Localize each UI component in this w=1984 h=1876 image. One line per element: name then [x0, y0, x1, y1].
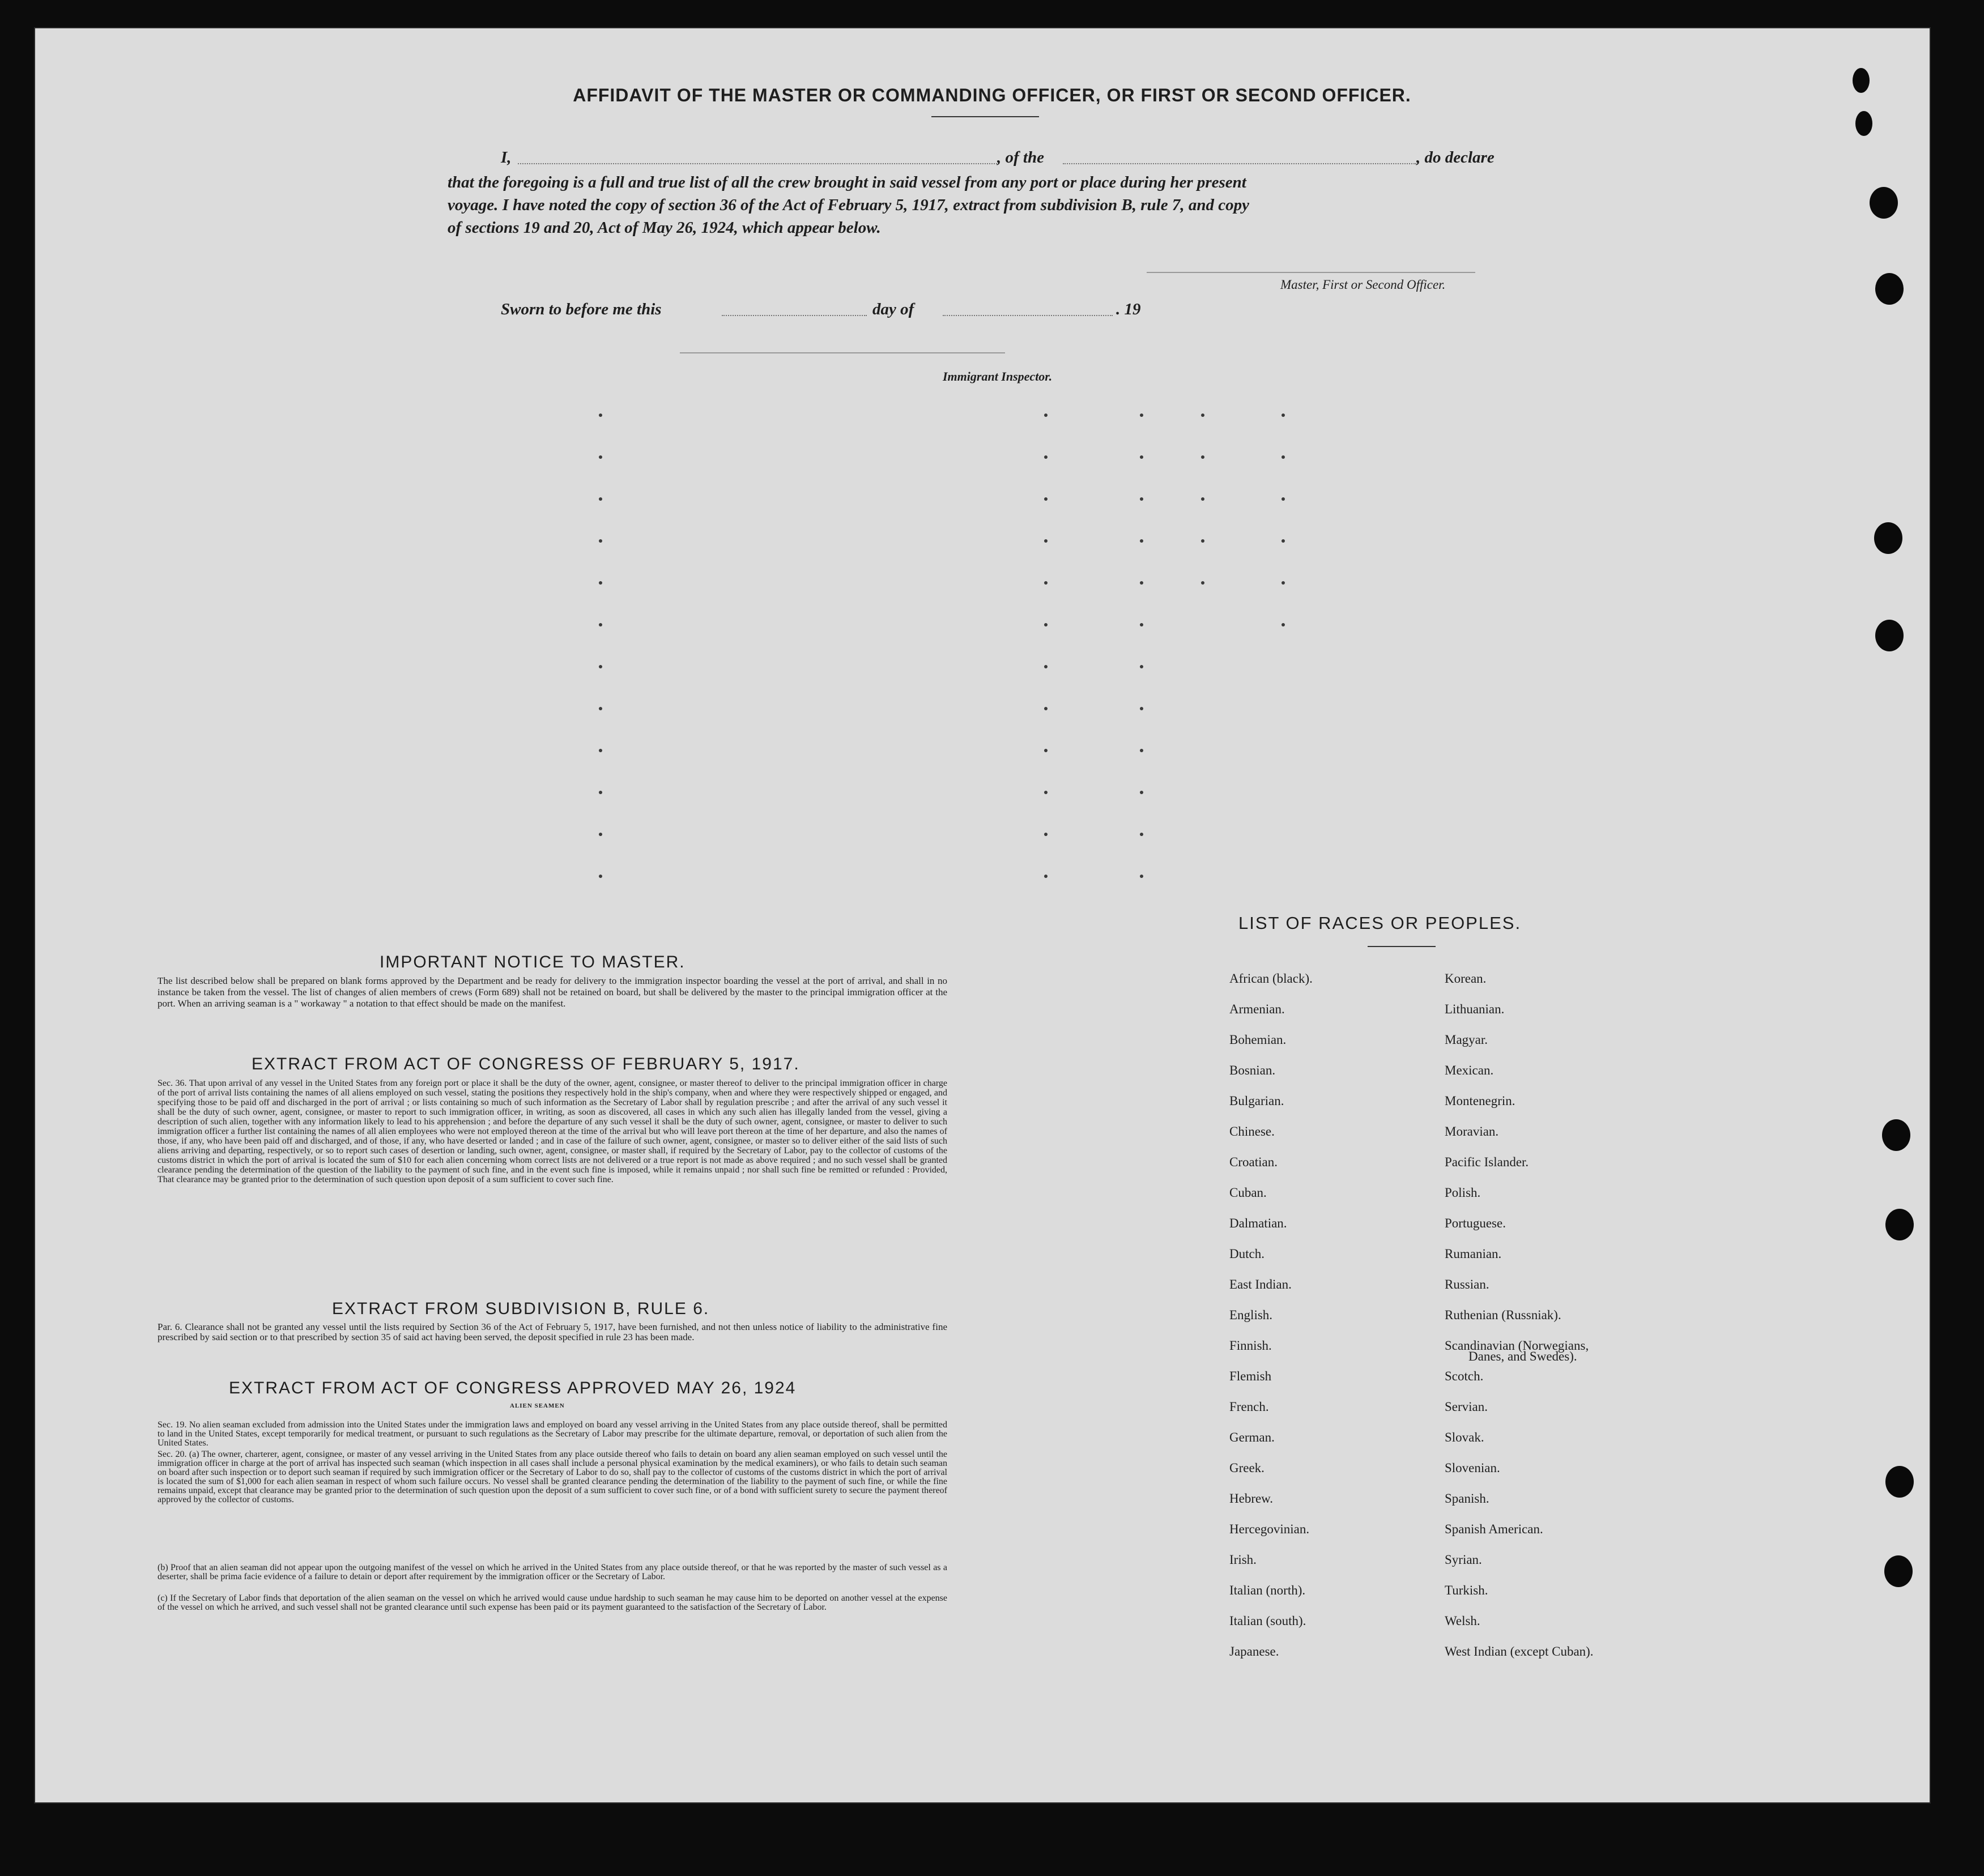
scan-speck [1044, 875, 1048, 878]
race-item: Mexican. [1445, 1063, 1494, 1077]
affidavit-i: I, [501, 148, 512, 167]
binder-hole-7 [1885, 1466, 1914, 1498]
binder-hole-4 [1875, 620, 1904, 651]
race-item: Dalmatian. [1229, 1216, 1287, 1230]
affidavit-line-3: voyage. I have noted the copy of section 36 of the Act of February 5, 1917, extract from subdivision B, rule 7, and copy [448, 196, 1249, 214]
race-item: Bohemian. [1229, 1033, 1287, 1047]
extract-1924-sec20c: (c) If the Secretary of Labor finds that deportation of the alien seaman on the vessel on which he arrived would cause undue hardship to such seaman he may cause him to be deported on another vessel at the expense of the vessel on which he arrived, and such vessel shall not be granted clearance until such expense has been paid or its payment guaranteed to the satisfaction of the Secretary of Labor. [157, 1593, 947, 1612]
race-item: Russian. [1445, 1277, 1489, 1291]
scan-speck [1281, 539, 1285, 543]
race-item: Cuban. [1229, 1186, 1267, 1200]
scan-speck [599, 539, 602, 543]
scan-speck [599, 665, 602, 668]
scan-speck [1201, 413, 1204, 417]
inspector-line [680, 352, 1005, 353]
race-item: German. [1229, 1430, 1275, 1444]
scan-speck [599, 707, 602, 710]
scan-speck [1281, 623, 1285, 626]
scan-speck [599, 623, 602, 626]
scan-speck [1044, 833, 1048, 836]
races-column-1 [1229, 972, 1313, 1675]
race-item: Bosnian. [1229, 1063, 1276, 1077]
races-title: LIST OF RACES OR PEOPLES. [1238, 913, 1522, 933]
race-item: Ruthenian (Russniak). [1445, 1308, 1561, 1322]
scan-speck [1044, 791, 1048, 794]
race-item: Portuguese. [1445, 1216, 1506, 1230]
race-item: Scotch. [1445, 1369, 1484, 1383]
affidavit-declare: , do declare [1416, 148, 1495, 167]
scan-speck [1044, 665, 1048, 668]
scan-speck [1140, 665, 1143, 668]
day-blank [722, 315, 867, 316]
race-item: Korean. [1445, 971, 1487, 986]
race-item: African (black). [1229, 971, 1313, 986]
race-item: East Indian. [1229, 1277, 1292, 1291]
notice-title: IMPORTANT NOTICE TO MASTER. [380, 953, 686, 971]
race-item: Chinese. [1229, 1124, 1275, 1139]
binder-hole-8 [1884, 1555, 1913, 1587]
vessel-blank [1063, 163, 1416, 164]
race-item: Spanish. [1445, 1491, 1489, 1506]
scan-speck [1140, 875, 1143, 878]
scan-speck [1044, 623, 1048, 626]
binder-hole-3 [1874, 522, 1902, 554]
race-item: Syrian. [1445, 1553, 1482, 1567]
sworn-label: Sworn to before me this [501, 300, 662, 318]
scan-speck [599, 413, 602, 417]
extract-1924-title: EXTRACT FROM ACT OF CONGRESS APPROVED MAY 26, 1924 [229, 1379, 797, 1397]
name-blank [518, 163, 997, 164]
scan-speck [599, 791, 602, 794]
race-item: Japanese. [1229, 1644, 1279, 1658]
race-item: Pacific Islander. [1445, 1155, 1529, 1169]
scan-speck [599, 497, 602, 501]
races-column-2 [1445, 972, 1594, 1675]
extract-1924-sec20b: (b) Proof that an alien seaman did not appear upon the outgoing manifest of the vessel on which he arrived in the United States from any place outside thereof, or that he was reported by the master of such vessel as a deserter, shall be prima facie evidence of a failure to detain or deport after requirement by the immigration officer or the Secretary of Labor. [157, 1563, 947, 1581]
affidavit-title: AFFIDAVIT OF THE MASTER OR COMMANDING OFFICER, OR FIRST OR SECOND OFFICER. [573, 85, 1411, 105]
race-item: French. [1229, 1400, 1269, 1414]
binder-hole-6 [1885, 1209, 1914, 1240]
scan-speck [1044, 539, 1048, 543]
scan-speck [1140, 497, 1143, 501]
race-item: Welsh. [1445, 1614, 1480, 1628]
title-underline [931, 116, 1039, 117]
scan-speck [1140, 413, 1143, 417]
race-item: Lithuanian. [1445, 1002, 1505, 1016]
binder-hole-2 [1875, 273, 1904, 305]
signature-caption: Master, First or Second Officer. [1280, 278, 1446, 292]
scan-speck [1201, 581, 1204, 585]
race-item: Italian (south). [1229, 1614, 1306, 1628]
rule6-body: Par. 6. Clearance shall not be granted any vessel until the lists required by Section 36 of the Act of February 5, 1917, have been furnished, and not then unless notice of liability to the administrative fine prescribed by said section or to that prescribed by section 35 of said act having been served, the deposit specified in rule 23 has been made. [157, 1321, 947, 1342]
scan-speck [1044, 455, 1048, 459]
scan-speck [1201, 497, 1204, 501]
race-item: Finnish. [1229, 1338, 1272, 1353]
race-item: Hebrew. [1229, 1491, 1274, 1506]
scan-speck [1140, 749, 1143, 752]
inspector-caption: Immigrant Inspector. [943, 369, 1053, 383]
scan-speck [1201, 539, 1204, 543]
race-item: Greek. [1229, 1461, 1265, 1475]
scan-speck [599, 581, 602, 585]
affidavit-line-2: that the foregoing is a full and true list of all the crew brought in said vessel from any port or place during her present [448, 173, 1246, 191]
scan-speck [1044, 413, 1048, 417]
scan-speck [1201, 455, 1204, 459]
race-item: Flemish [1229, 1369, 1272, 1383]
race-item: Scandinavian (Norwegians, [1445, 1338, 1589, 1353]
scan-speck [1044, 497, 1048, 501]
extract-1924-subtitle: ALIEN SEAMEN [510, 1402, 565, 1409]
scan-speck [1044, 749, 1048, 752]
signature-line [1147, 272, 1475, 273]
race-item: Hercegovinian. [1229, 1522, 1310, 1536]
scan-speck [599, 833, 602, 836]
month-blank [943, 315, 1113, 316]
scan-speck [1044, 581, 1048, 585]
scan-speck [1140, 581, 1143, 585]
extract-1917-body: Sec. 36. That upon arrival of any vessel in the United States from any foreign port or place it shall be the duty of the owner, agent, consignee, or master thereof to deliver to the principal immigration officer in charge of the port of arrival lists containing the names of all aliens employed on such vessel, stating the positions they respectively hold in the ship's company, when and where they were respectively shipped or engaged, and specifying those to be paid off and discharged in the port of arrival ; or lists containing so much of such information as the Secretary of Labor shall by regulation prescribe ; and after the arrival of any such vessel it shall be the duty of such owner, agent, consignee, or master to report to such immigration officer, in writing, as soon as discovered, all cases in which any such alien has illegally landed from the vessel, giving a description of such alien, together with any information likely to lead to his apprehension ; and before the departure of any such vessel it shall be the duty of such owner, agent, consignee, or master to deliver to such immigration officer a further list containing the names of all alien employees who were not employed thereon at the time of the arrival but who will leave port thereon at the time of her departure, and also the names of those, if any, who have been paid off and discharged, and of those, if any, who have deserted or landed ; and in case of the failure of such owner, agent, consignee, or master so to deliver either of the said lists of such aliens arriving and departing, respectively, or so to report such cases of desertion or landing, such owner, agent, consignee, or master shall, if required by the Secretary of Labor, pay to the collector of customs of the customs district in which the port of arrival is located the sum of $10 for each alien concerning whom correct lists are not delivered or a true report is not made as above required ; and no such vessel shall be granted clearance pending the determination of the question of the liability to the payment of such fine, and in the event such fine is imposed, while it remains unpaid ; nor shall such fine be remitted or refunded : Provided, That clearance may be granted prior to the determination of such question upon deposit of a sum sufficient to cover such fine. [157, 1078, 947, 1184]
scan-speck [1281, 413, 1285, 417]
binder-hole-5 [1882, 1119, 1910, 1151]
race-item: West Indian (except Cuban). [1445, 1644, 1594, 1658]
race-item: Dutch. [1229, 1247, 1265, 1261]
day-of-label: day of [872, 300, 914, 318]
race-item: Montenegrin. [1445, 1094, 1515, 1108]
race-item: Spanish American. [1445, 1522, 1543, 1536]
race-item: Polish. [1445, 1186, 1481, 1200]
scan-speck [1140, 455, 1143, 459]
race-item: Moravian. [1445, 1124, 1499, 1139]
scan-speck [1281, 581, 1285, 585]
race-item: Armenian. [1229, 1002, 1285, 1016]
scan-speck [1044, 707, 1048, 710]
scan-speck [1140, 707, 1143, 710]
scan-speck [1281, 497, 1285, 501]
race-item: Italian (north). [1229, 1583, 1306, 1597]
extract-1924-sec20a: Sec. 20. (a) The owner, charterer, agent, consignee, or master of any vessel arriving in the United States from any place outside thereof who fails to detain on board any alien seaman employed on such vessel until the immigration officer in charge at the port of arrival has inspected such seaman (which inspection in all cases shall include a personal physical examination by the medical examiners), or who fails to detain such seaman on board after such inspection or to deport such seaman if required by such immigration officer or the Secretary of Labor to do so, shall pay to the collector of customs of the customs district in which the port of arrival is located the sum of $1,000 for each alien seaman in respect of whom such failure occurs. No vessel shall be granted clearance pending the determination of the liability to the payment of such fine, or while the fine remains unpaid, except that clearance may be granted prior to the determination of such question upon the deposit of a sum sufficient to cover such fine, or of a bond with sufficient surety to secure the payment thereof approved by the collector of customs. [157, 1449, 947, 1504]
extract-1917-title: EXTRACT FROM ACT OF CONGRESS OF FEBRUARY 5, 1917. [252, 1055, 800, 1073]
ink-blot [1855, 111, 1872, 136]
scan-speck [599, 455, 602, 459]
year-label: . 19 [1116, 300, 1141, 318]
binder-hole-1 [1870, 187, 1898, 219]
race-item: Magyar. [1445, 1033, 1488, 1047]
rule6-title: EXTRACT FROM SUBDIVISION B, RULE 6. [332, 1299, 710, 1318]
races-title-underline [1368, 946, 1436, 947]
scan-speck [599, 875, 602, 878]
scan-speck [1281, 455, 1285, 459]
race-item: Rumanian. [1445, 1247, 1502, 1261]
scan-speck [1140, 539, 1143, 543]
affidavit-of-the: , of the [997, 148, 1044, 167]
scan-speck [1140, 623, 1143, 626]
race-item: Servian. [1445, 1400, 1488, 1414]
extract-1924-sec19: Sec. 19. No alien seaman excluded from admission into the United States under the immigration laws and employed on board any vessel arriving in the United States from any place outside thereof, shall be permitted to land in the United States, except temporarily for medical treatment, or pursuant to such regulations as the Secretary of Labor may prescribe for the ultimate departure, removal, or deportation of such alien from the United States. [157, 1420, 947, 1448]
affidavit-line-4: of sections 19 and 20, Act of May 26, 1924, which appear below. [448, 219, 881, 237]
race-item: Bulgarian. [1229, 1094, 1284, 1108]
race-item: Croatian. [1229, 1155, 1278, 1169]
scan-speck [1140, 833, 1143, 836]
race-item: Irish. [1229, 1553, 1257, 1567]
race-item: Turkish. [1445, 1583, 1488, 1597]
race-item: Slovenian. [1445, 1461, 1500, 1475]
scan-speck [1140, 791, 1143, 794]
form-sheet [34, 27, 1931, 1803]
scan-speck [599, 749, 602, 752]
race-item: English. [1229, 1308, 1273, 1322]
notice-body: The list described below shall be prepared on blank forms approved by the Department and be ready for delivery to the immigration inspector boarding the vessel at the port of arrival, and shall in no instance be taken from the vessel. The list of changes of alien members of crews (Form 689) shall not be retained on board, but shall be delivered by the master to the principal immigration officer at the port. When an arriving seaman is a " workaway " a notation to that effect should be made on the manifest. [157, 975, 947, 1009]
races-continuation: Danes, and Swedes). [1468, 1349, 1577, 1363]
race-item: Slovak. [1445, 1430, 1484, 1444]
